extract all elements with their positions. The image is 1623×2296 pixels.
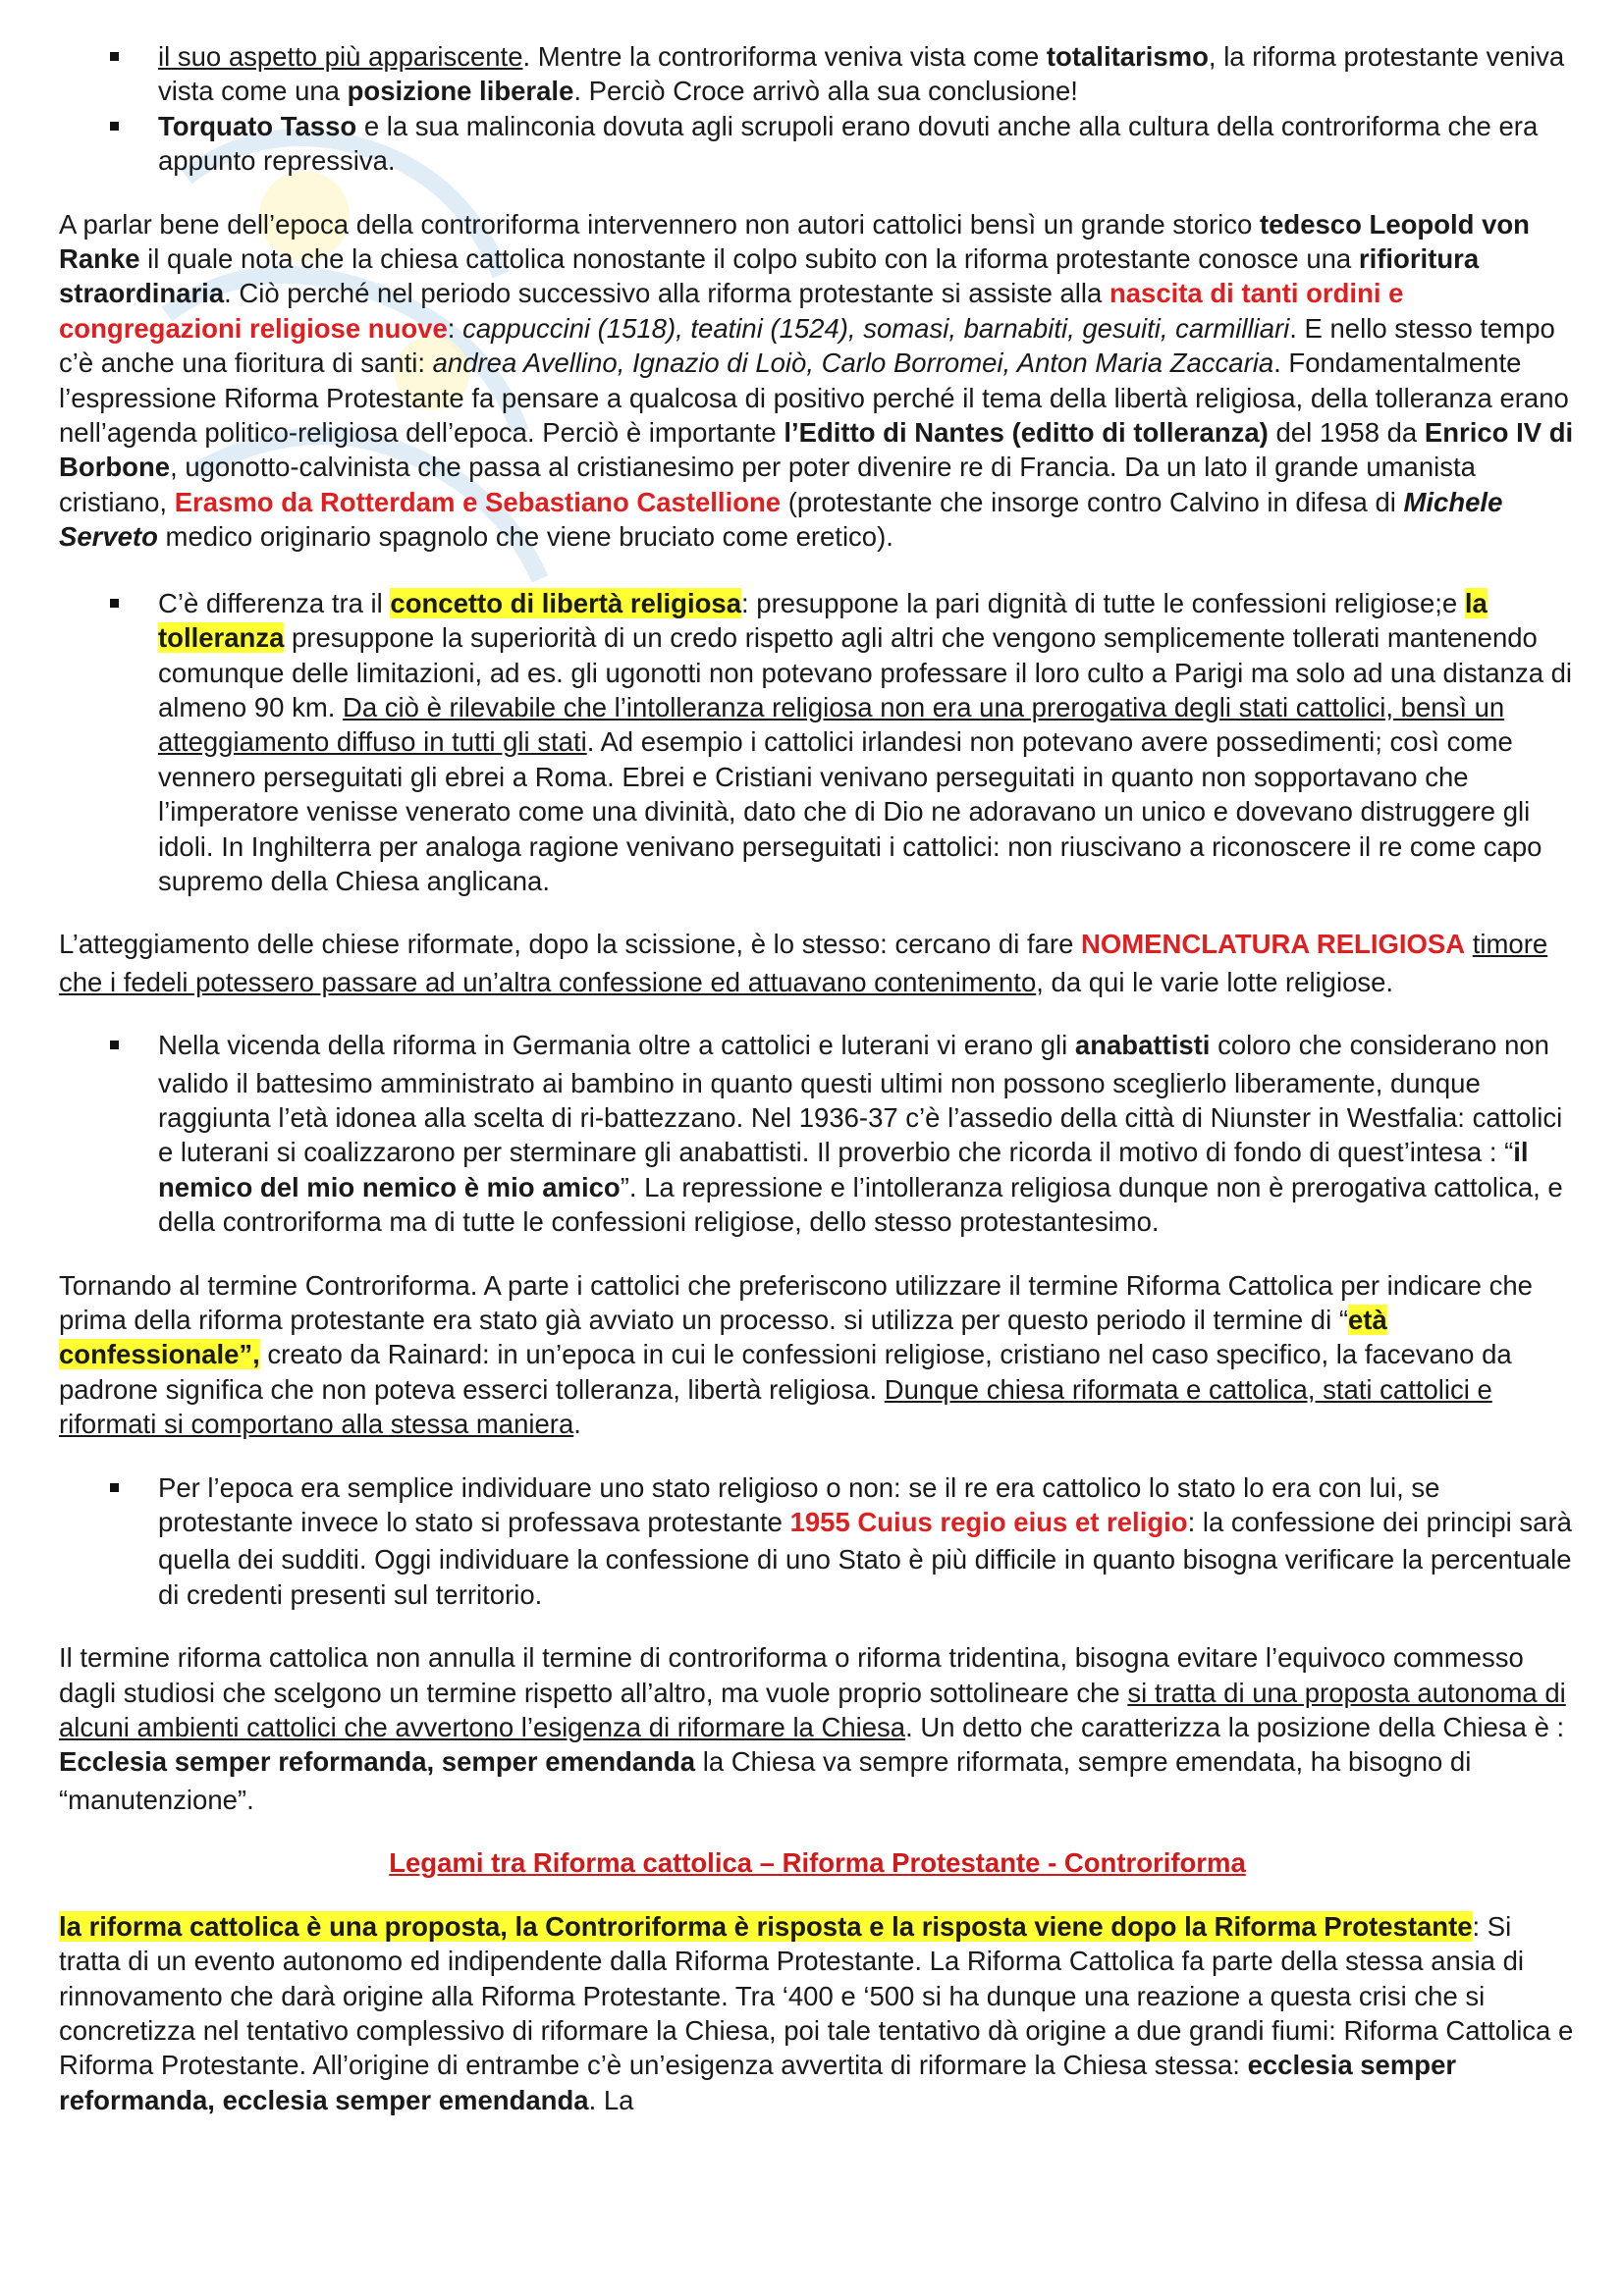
paragraph-riforma-cattolica: Il termine riforma cattolica non annulla il termine di controriforma o riforma tridentina, bisogna evitare l’equivoco commesso dagli studiosi che scelgono un termine rispetto all’altro, ma vuole proprio sottolineare che si tratta di una proposta autonoma di alcuni ambienti cattolici che avvertono l’esigenza di riformare la Chiesa. Un detto che caratterizza la posizione della Chiesa è : Ecclesia semper reformanda, semper emendanda la Chiesa va sempre riformata, sempre emendata, ha bisogno di “manutenzione”. [59,1642,1566,1815]
bullet-list-4 [59,1470,1576,1613]
highlight-text: età confessionale”, [59,1305,1387,1370]
paragraph-ranke: A parlar bene dell’epoca della controriforma intervennero non autori cattolici bensì un grande storico tedesco Leopold von Ranke il quale nota che la chiesa cattolica nonostante il colpo subito con la riforma protestante conosce una rifioritura straordinaria. Ciò perché nel periodo successivo alla riforma protestante si assiste alla nascita di tanti ordini e congregazioni religiose nuove: cappuccini (1518), teatini (1524), somasi, barnabiti, gesuiti, carmilliari. E nello stesso tempo c’è anche una fioritura di santi: andrea Avellino, Ignazio di Loiò, Carlo Borromei, Anton Maria Zaccaria. Fondamentalmente l’espressione Riforma Protestante fa pensare a qualcosa di positivo perché il tema della libertà religiosa, della tolleranza erano nell’agenda politico-religiosa dell’epoca. Perciò è importante l’Editto di Nantes (editto di tolleranza) del 1958 da Enrico IV di Borbone, ugonotto-calvinista che passa al cristianesimo per poter divenire re di Francia. Da un lato il grande umanista cristiano, Erasmo da Rotterdam e Sebastiano Castellione (protestante che insorge contro Calvino in difesa di Michele Serveto medico originario spagnolo che viene bruciato come eretico). [59,208,1574,553]
list-item: C’è differenza tra il concetto di libertà religiosa: presuppone la pari dignità di tutte le confessioni religiose;e la tolleranza presuppone la superiorità di un credo rispetto agli altri che vengono semplicemente tollerati mantenendo comunque delle limitazioni, ad es. gli ugonotti non potevano professare il loro culto a Parigi ma solo ad una distanza di almeno 90 km. Da ciò è rilevabile che l’intolleranza religiosa non era una prerogativa degli stati cattolici, bensì un atteggiamento diffuso in tutti gli stati. Ad esempio i cattolici irlandesi non potevano avere possedimenti; così come vennero perseguitati gli ebrei a Roma. Ebrei e Cristiani venivano perseguitati in quanto non sopportavano che l’imperatore venisse venerato come una divinità, dato che di Dio ne adoravano un unico e dovevano distruggere gli idoli. In Inghilterra per analoga ragione venivano perseguitati i cattolici: non riuscivano a riconoscere il re come capo supremo della Chiesa anglicana. [59,586,1576,899]
list-item: Per l’epoca era semplice individuare uno stato religioso o non: se il re era cattolico lo stato lo era con lui, se protestante invece lo stato si professava protestante 1955 Cuius regio eius et religio: la confessione dei principi sarà quella dei sudditi. Oggi individuare la confessione di uno Stato è più difficile in quanto bisogna verificare la percentuale di credenti presenti sul territorio. [59,1470,1576,1613]
highlight-text: la riforma cattolica è una proposta, la Controriforma è risposta e la risposta viene dopo la Riforma Protestante [59,1910,1473,1942]
paragraph-eta-confessionale: Tornando al termine Controriforma. A parte i cattolici che preferiscono utilizzare il termine Riforma Cattolica per indicare che prima della riforma protestante era stato già avviato un processo. si utilizza per questo periodo il termine di “età confessionale”, creato da Rainard: in un’epoca in cui le confessioni religiose, cristiano nel caso specifico, la facevano da padrone significa che non poteva esserci tolleranza, libertà religiosa. Dunque chiesa riformata e cattolica, stati cattolici e riformati si comportano alla stessa maniera. [59,1269,1533,1440]
highlight-text: la tolleranza [158,587,1488,654]
section-heading: Legami tra Riforma cattolica – Riforma Protestante - Controriforma [389,1847,1246,1879]
bullet-list-3 [59,1028,1576,1239]
highlight-text: concetto di libertà religiosa [390,587,742,618]
list-item: il suo aspetto più appariscente. Mentre la controriforma veniva vista come totalitarismo, la riforma protestante veniva vista come una posizione liberale. Perciò Croce arrivò alla sua conclusione! [59,39,1576,109]
document-body [59,39,1576,2146]
paragraph-nomenclatura: L’atteggiamento delle chiese riformate, dopo la scissione, è lo stesso: cercano di fare NOMENCLATURA RELIGIOSA timore che i fedeli potessero passare ad un’altra confessione ed attuavano contenimento, da qui le varie lotte religiose. [59,929,1548,997]
underlined-text: il suo aspetto più appariscente [158,41,523,72]
paragraph-legami: la riforma cattolica è una proposta, la Controriforma è risposta e la risposta viene dopo la Riforma Protestante: Si tratta di un evento autonomo ed indipendente dalla Riforma Protestante. La Riforma Cattolica fa parte della stessa ansia di rinnovamento che darà origine alla Riforma Protestante. Tra ‘400 e ‘500 si ha dunque una reazione a questa crisi che si concretizza nel tentativo complessivo di riformare la Chiesa, poi tale tentativo dà origine a due grandi fiumi: Riforma Cattolica e Riforma Protestante. All’origine di entrambe c’è un’esigenza avvertita di riformare la Chiesa stessa: ecclesia semper reformanda, ecclesia semper emendanda. La [59,1910,1574,2115]
list-item: Nella vicenda della riforma in Germania oltre a cattolici e luterani vi erano gli anabattisti coloro che considerano non valido il battesimo amministrato ai bambino in quanto questi ultimi non possono sceglierlo liberamente, dunque raggiunta l’età idonea alla scelta di ri-battezzano. Nel 1936-37 c’è l’assedio della città di Niunster in Westfalia: cattolici e luterani si coalizzarono per sterminare gli anabattisti. Il proverbio che ricorda il motivo di fondo di quest’intesa : “il nemico del mio nemico è mio amico”. La repressione e l’intolleranza religiosa dunque non è prerogativa cattolica, e della controriforma ma di tutte le confessioni religiose, dello stesso protestantesimo. [59,1028,1576,1239]
list-item: Torquato Tasso e la sua malinconia dovuta agli scrupoli erano dovuti anche alla cultura della controriforma che era appunto repressiva. [59,109,1576,179]
bullet-list-2 [59,586,1576,899]
bullet-list-1 [59,39,1576,179]
